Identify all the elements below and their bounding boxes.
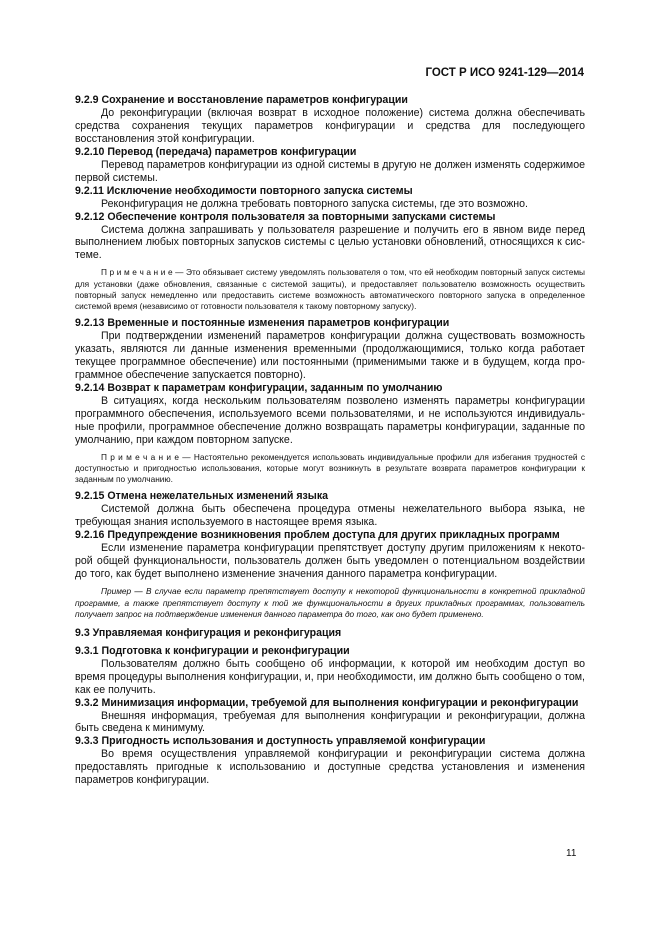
section-heading	[75, 697, 585, 710]
heading-text: 9.3.2 Минимизация информации, требуемой для выполнения конфигурации и реконфигурации	[75, 696, 579, 709]
paragraph: В ситуациях, когда нескольким пользователям позволено изменять параметры конфигурации программного обеспечения, используемого всеми пользователями, и не используются индивидуальные профили, программное обеспечение должно возвращать параметры конфигурации, заданные по умолчанию, при каждом повторном запуске.	[75, 394, 585, 446]
paragraph: Система должна запрашивать у пользователя разрешение и получить его в явном виде перед выполнением любых повторных запусков системы с целью установки обновлений, относящихся к системе.	[75, 223, 585, 262]
note	[75, 267, 585, 312]
heading-text: 9.2.16 Предупреждение возникновения проблем доступа для других прикладных программ	[75, 529, 560, 542]
heading-text: 9.3.3 Пригодность использования и доступность управляемой конфигурации	[75, 735, 486, 748]
section-heading	[75, 645, 585, 658]
paragraph: При подтверждении изменений параметров конфигурации должна существовать возможность указать, являются ли данные изменения временными (продолжающимися, только когда работает текущее программное обеспечение) или постоянными (применимыми также и в будущем, когда программное обеспечение запускается повторно).	[75, 330, 585, 382]
paragraph: Пользователям должно быть сообщено об информации, к которой им необходим доступ во время процедуры выполнения конфигурации, и, при необходимости, им должно быть сообщено о том, как ее получить.	[75, 657, 585, 696]
note-text: — Настоятельно рекомендуется использовать индивидуальные профили для избегания трудностей с доступностью и пригодностью использования, которые могут возникнуть в результате возврата параметров конфигурации к заданным по умолчанию.	[75, 451, 585, 485]
paragraph: Если изменение параметра конфигурации препятствует доступу другим приложениям к некоторой общей функциональности, пользователь должен быть уведомлен о потенциальном воздействии до того, как будет выполнено изменение значения данного параметра конфигурации.	[75, 542, 585, 581]
section-heading	[75, 490, 585, 503]
note-label: П р и м е ч а н и е	[101, 267, 173, 278]
note-text: — Это обязывает систему уведомлять пользователя о том, что ей необходим повторный запуск системы для установки (даже обновления, связанные с системой защиты), и предоставляет пользователю возможность осуществить повторный запуск немедленно или предоставить системе возможность автоматического повторного запуска в определенное системой время (независимо от готовности пользователя к такому повторному запуску).	[75, 267, 585, 311]
standard-header: ГОСТ Р ИСО 9241-129—2014	[425, 67, 584, 79]
section-heading	[75, 382, 585, 395]
paragraph: До реконфигурации (включая возврат в исходное положение) система должна обеспечивать средства сохранения текущих параметров конфигурации и средства для последующего восстановления этой конфигурации.	[75, 106, 585, 145]
page-number: 11	[566, 848, 577, 859]
heading-text: 9.2.13 Временные и постоянные изменения параметров конфигурации	[75, 317, 450, 330]
heading-text: 9.2.15 Отмена нежелательных изменений языка	[75, 490, 329, 503]
note-label: П р и м е ч а н и е	[101, 451, 179, 462]
heading-text: 9.3 Управляемая конфигурация и реконфигурация	[75, 626, 342, 639]
section-heading	[75, 94, 585, 107]
paragraph: Системой должна быть обеспечена процедура отмены нежелательного выбора языка, не требующая знания используемого в настоящее время языка.	[75, 503, 585, 529]
paragraph: Внешняя информация, требуемая для выполнения конфигурации и реконфигурации, должна быть сведена к минимуму.	[75, 709, 585, 735]
paragraph: Во время осуществления управляемой конфигурации и реконфигурации система должна предоставлять пригодные к использованию и доступные средства установления и изменения параметров конфигурации.	[75, 748, 585, 787]
section-heading	[75, 529, 585, 542]
heading-text: 9.2.14 Возврат к параметрам конфигурации, заданным по умолчанию	[75, 381, 443, 394]
heading-text: 9.3.1 Подготовка к конфигурации и реконфигурации	[75, 644, 350, 657]
heading-text: 9.2.9 Сохранение и восстановление параметров конфигурации	[75, 94, 408, 106]
section-heading	[75, 185, 585, 198]
section-heading	[75, 146, 585, 159]
paragraph: Реконфигурация не должна требовать повторного запуска системы, где это возможно.	[101, 197, 528, 210]
heading-text: 9.2.11 Исключение необходимости повторного запуска системы	[75, 184, 413, 197]
paragraph: Перевод параметров конфигурации из одной системы в другую не должен изменять содержимое первой системы.	[75, 158, 585, 184]
heading-text: 9.2.12 Обеспечение контроля пользователя за повторными запусками системы	[75, 210, 496, 223]
section-heading	[75, 627, 585, 640]
note	[75, 452, 585, 486]
document-body	[75, 94, 585, 787]
section-heading	[75, 211, 585, 224]
section-heading	[75, 317, 585, 330]
section-heading	[75, 735, 585, 748]
example: Пример — В случае если параметр препятствует доступу к некоторой функциональности в конкретной прикладной программе, а также препятствует доступу к той же функциональности в других прикладных программах, пользователь получает запрос на подтверждение изменения данного параметра до того, как оно будет применено.	[75, 586, 585, 620]
heading-text: 9.2.10 Перевод (передача) параметров конфигурации	[75, 145, 357, 158]
